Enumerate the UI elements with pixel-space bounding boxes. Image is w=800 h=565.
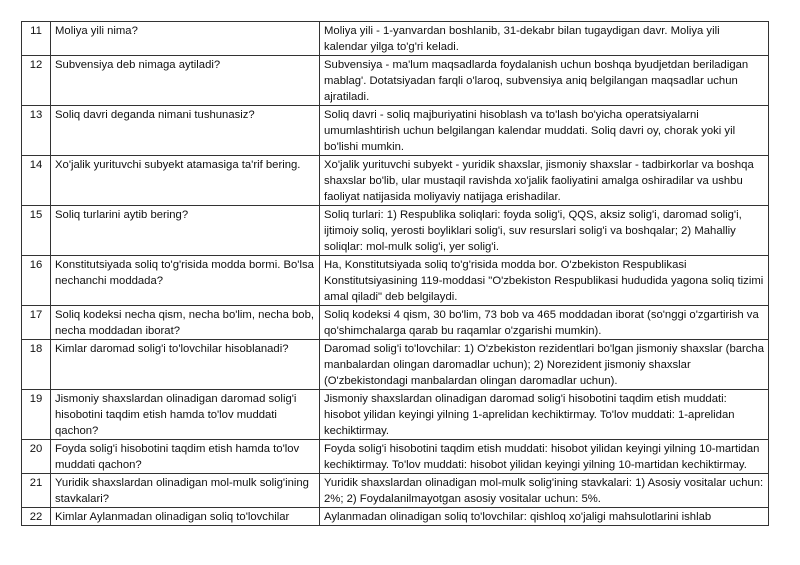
table-row — [22, 390, 769, 440]
qa-table-body — [22, 22, 769, 526]
question-cell: Soliq turlarini aytib bering? — [51, 206, 320, 256]
row-number: 16 — [22, 256, 51, 306]
row-number: 21 — [22, 474, 51, 508]
table-row — [22, 474, 769, 508]
answer-cell: Yuridik shaxslardan olinadigan mol-mulk solig'ining stavkalari: 1) Asosiy vositalar uchun: 2%; 2) Foydalanilmayotgan asosiy vositalar uchun: 5%. — [320, 474, 769, 508]
question-cell: Subvensiya deb nimaga aytiladi? — [51, 56, 320, 106]
answer-cell: Soliq turlari: 1) Respublika soliqlari: foyda solig'i, QQS, aksiz solig'i, daromad solig'i, ijtimoiy soliq, yerosti boyliklari solig'i, suv resurslari solig'i va boshqalar; 2) Mahalliy soliqlar: mol-mulk solig'i, yer solig'i. — [320, 206, 769, 256]
row-number: 20 — [22, 440, 51, 474]
question-cell: Foyda solig'i hisobotini taqdim etish hamda to'lov muddati qachon? — [51, 440, 320, 474]
table-row — [22, 508, 769, 526]
table-row — [22, 156, 769, 206]
table-row — [22, 440, 769, 474]
answer-cell: Xo'jalik yurituvchi subyekt - yuridik shaxslar, jismoniy shaxslar - tadbirkorlar va boshqa shaxslar bo'lib, ular mustaqil ravishda xo'jalik faoliyatini amalga oshiradilar va ushbu faoliyat natijasida moliyaviy natijaga erishadilar. — [320, 156, 769, 206]
table-row — [22, 306, 769, 340]
row-number: 13 — [22, 106, 51, 156]
row-number: 18 — [22, 340, 51, 390]
row-number: 17 — [22, 306, 51, 340]
question-cell: Soliq davri deganda nimani tushunasiz? — [51, 106, 320, 156]
answer-cell: Soliq kodeksi 4 qism, 30 bo'lim, 73 bob va 465 moddadan iborat (so'nggi o'zgartirish va qo'shimchalarga qarab bu raqamlar o'zgarishi mumkin). — [320, 306, 769, 340]
row-number: 22 — [22, 508, 51, 526]
table-row — [22, 106, 769, 156]
answer-cell: Subvensiya - ma'lum maqsadlarda foydalanish uchun boshqa byudjetdan beriladigan mablag'. Dotatsiyadan farqli o'laroq, subvensiya aniq belgilangan maqsadlar uchun ajratiladi. — [320, 56, 769, 106]
row-number: 11 — [22, 22, 51, 56]
question-cell: Yuridik shaxslardan olinadigan mol-mulk solig'ining stavkalari? — [51, 474, 320, 508]
answer-cell: Daromad solig'i to'lovchilar: 1) O'zbekiston rezidentlari bo'lgan jismoniy shaxslar (barcha manbalardan olingan daromadlar uchun); 2) Norezident jismoniy shaxslar (O'zbekistondagi manbalardan olingan daromadlar uchun). — [320, 340, 769, 390]
answer-cell: Soliq davri - soliq majburiyatini hisoblash va to'lash bo'yicha operatsiyalarni umumlashtirish uchun belgilangan kalendar muddati. Soliq davri oy, chorak yoki yil bo'lishi mumkin. — [320, 106, 769, 156]
answer-cell: Foyda solig'i hisobotini taqdim etish muddati: hisobot yilidan keyingi yilning 10-martidan kechiktirmay. To'lov muddati: hisobot yilidan keyingi yilning 10-martidan kechiktirmay. — [320, 440, 769, 474]
answer-cell: Ha, Konstitutsiyada soliq to'g'risida modda bor. O'zbekiston Respublikasi Konstitutsiyasining 119-moddasi "O'zbekiston Respublikasi hududida yagona soliq tizimi amal qiladi" deb belgilaydi. — [320, 256, 769, 306]
question-cell: Soliq kodeksi necha qism, necha bo'lim, necha bob, necha moddadan iborat? — [51, 306, 320, 340]
answer-cell: Aylanmadan olinadigan soliq to'lovchilar: qishloq xo'jaligi mahsulotlarini ishlab — [320, 508, 769, 526]
question-cell: Kimlar daromad solig'i to'lovchilar hisoblanadi? — [51, 340, 320, 390]
question-cell: Moliya yili nima? — [51, 22, 320, 56]
table-row — [22, 22, 769, 56]
row-number: 15 — [22, 206, 51, 256]
question-cell: Jismoniy shaxslardan olinadigan daromad solig'i hisobotini taqdim etish hamda to'lov muddati qachon? — [51, 390, 320, 440]
question-cell: Kimlar Aylanmadan olinadigan soliq to'lovchilar — [51, 508, 320, 526]
row-number: 14 — [22, 156, 51, 206]
question-cell: Konstitutsiyada soliq to'g'risida modda bormi. Bo'lsa nechanchi moddada? — [51, 256, 320, 306]
row-number: 19 — [22, 390, 51, 440]
table-row — [22, 56, 769, 106]
table-row — [22, 206, 769, 256]
answer-cell: Moliya yili - 1-yanvardan boshlanib, 31-dekabr bilan tugaydigan davr. Moliya yili kalendar yilga to'g'ri keladi. — [320, 22, 769, 56]
qa-table — [21, 21, 769, 526]
answer-cell: Jismoniy shaxslardan olinadigan daromad solig'i hisobotini taqdim etish muddati: hisobot yilidan keyingi yilning 1-aprelidan kechiktirmay. To'lov muddati: 1-aprelidan kechiktirmay. — [320, 390, 769, 440]
question-cell: Xo'jalik yurituvchi subyekt atamasiga ta'rif bering. — [51, 156, 320, 206]
table-row — [22, 256, 769, 306]
table-row — [22, 340, 769, 390]
row-number: 12 — [22, 56, 51, 106]
